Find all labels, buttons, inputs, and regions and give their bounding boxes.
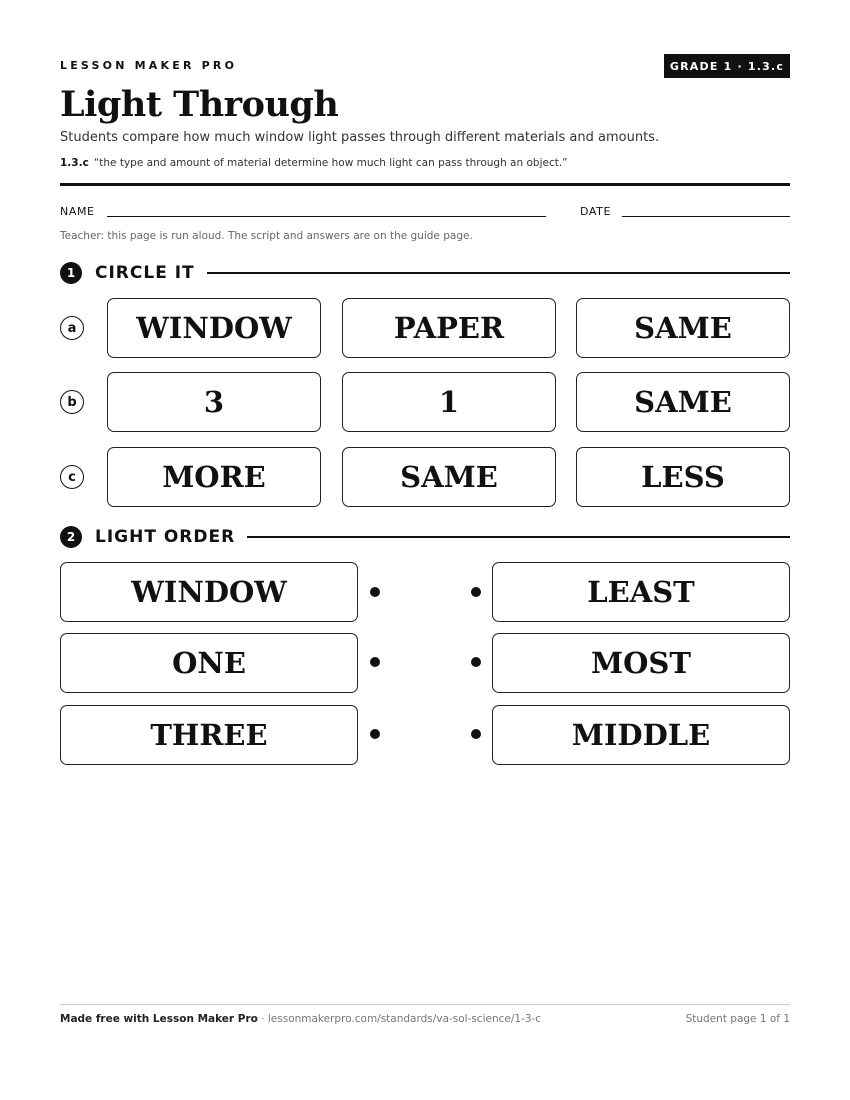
match-left-box[interactable]: ONE xyxy=(60,633,358,693)
standard-text: “the type and amount of material determine how much light can pass through an object.” xyxy=(93,157,568,169)
section-title: LIGHT ORDER xyxy=(95,527,236,547)
match-right-box[interactable]: MOST xyxy=(492,633,790,693)
match-left-box[interactable]: WINDOW xyxy=(60,562,358,622)
footer-divider xyxy=(60,1004,790,1005)
footer-separator: · xyxy=(257,1013,268,1025)
choice-box[interactable]: PAPER xyxy=(342,298,556,358)
footer-page-number: Student page 1 of 1 xyxy=(685,1013,790,1025)
choice-box[interactable]: SAME xyxy=(576,372,790,432)
header-divider xyxy=(60,183,790,186)
section-rule xyxy=(207,272,790,274)
match-left-box[interactable]: THREE xyxy=(60,705,358,765)
footer-brand: Made free with Lesson Maker Pro xyxy=(60,1013,258,1025)
match-dot-right[interactable] xyxy=(471,657,481,667)
brand-name: LESSON MAKER PRO xyxy=(60,59,238,72)
choice-box[interactable]: 1 xyxy=(342,372,556,432)
choice-box[interactable]: SAME xyxy=(576,298,790,358)
section-title: CIRCLE IT xyxy=(95,263,195,283)
row-letter: a xyxy=(60,316,84,340)
match-dot-right[interactable] xyxy=(471,587,481,597)
section-light-order-header xyxy=(60,525,790,549)
match-dot-left[interactable] xyxy=(370,587,380,597)
row-letter: b xyxy=(60,390,84,414)
teacher-note: Teacher: this page is run aloud. The script and answers are on the guide page. xyxy=(60,230,473,242)
footer-url[interactable]: lessonmakerpro.com/standards/va-sol-science/1-3-c xyxy=(267,1013,542,1025)
match-dot-right[interactable] xyxy=(471,729,481,739)
standard-code: 1.3.c xyxy=(60,157,89,169)
section-rule xyxy=(247,536,790,538)
grade-badge: GRADE 1 · 1.3.c xyxy=(664,54,790,78)
page-title: Light Through xyxy=(60,84,339,125)
choice-box[interactable]: LESS xyxy=(576,447,790,507)
page-subtitle: Students compare how much window light passes through different materials and amounts. xyxy=(60,130,660,145)
match-right-box[interactable]: MIDDLE xyxy=(492,705,790,765)
choice-box[interactable]: MORE xyxy=(107,447,321,507)
section-circle-it-header xyxy=(60,261,790,285)
worksheet-page xyxy=(60,0,790,1100)
footer-credit xyxy=(60,1013,541,1025)
choice-box[interactable]: WINDOW xyxy=(107,298,321,358)
section-number: 2 xyxy=(60,526,82,548)
name-field-line[interactable] xyxy=(107,216,546,217)
name-label: NAME xyxy=(60,205,95,218)
choice-box[interactable]: SAME xyxy=(342,447,556,507)
row-letter: c xyxy=(60,465,84,489)
section-number: 1 xyxy=(60,262,82,284)
match-dot-left[interactable] xyxy=(370,657,380,667)
match-dot-left[interactable] xyxy=(370,729,380,739)
standard-line xyxy=(60,157,568,169)
date-label: DATE xyxy=(580,205,612,218)
choice-box[interactable]: 3 xyxy=(107,372,321,432)
date-field-line[interactable] xyxy=(622,216,790,217)
match-right-box[interactable]: LEAST xyxy=(492,562,790,622)
